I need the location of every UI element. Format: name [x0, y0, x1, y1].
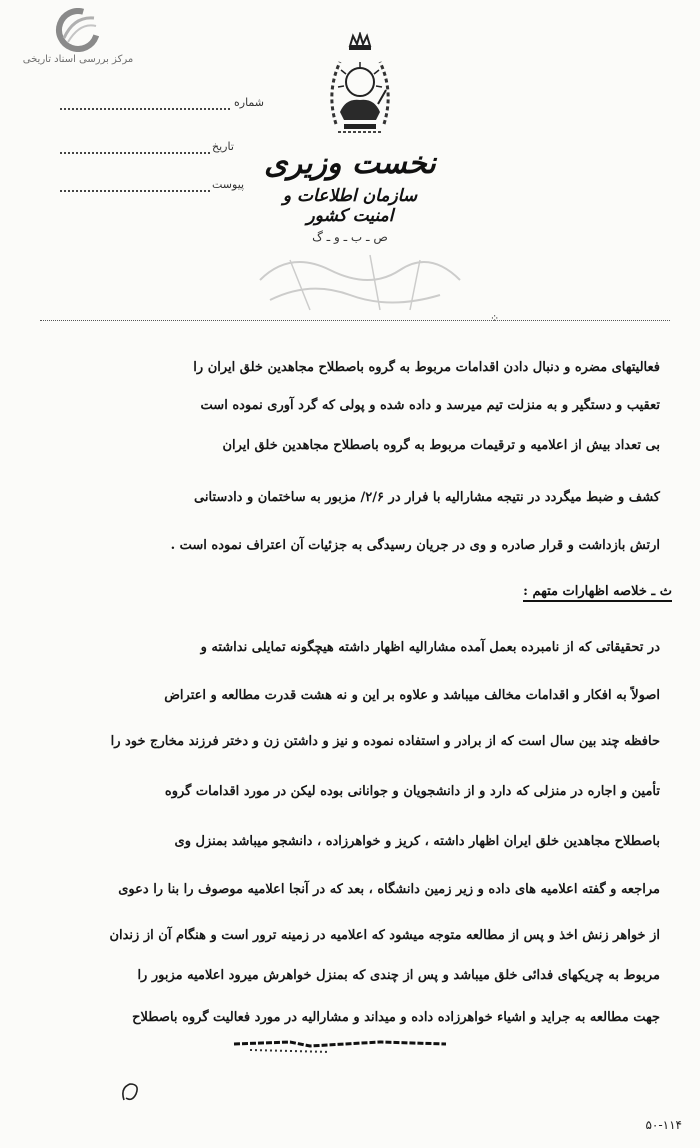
statement-line: از خواهر زنش اخذ و پس از مطالعه متوجه میشود که اعلامیه در زمینه ترور است و هنگام آن از زندان — [109, 928, 660, 943]
statement-line: جهت مطالعه به جراید و اشیاء خواهرزاده داده و میداند و مشارالیه در مورد فعالیت گروه باصطلاح — [132, 1010, 660, 1025]
statement-line: اصولاً به افکار و اقدامات مخالف میباشد و علاوه بر این و نه هشت قدرت مطالعه و اعتراض — [164, 688, 660, 703]
paragraph-line: ارتش بازداشت و قرار صادره و وی در جریان رسیدگی به جزئیات آن اعتراف نموده است . — [170, 538, 660, 553]
watermark-text: مرکز بررسی اسناد تاریخی — [22, 54, 134, 65]
header-divider — [40, 320, 670, 321]
statement-line: باصطلاح مجاهدین خلق ایران اظهار داشته ، کریز و خواهرزاده ، دانشجو میباشد بمنزل وی — [174, 834, 660, 849]
date-label: تاریخ — [212, 140, 234, 153]
paragraph-line: تعقیب و دستگیر و به منزلت تیم میرسد و داده شده و پولی که گرد آوری نموده است — [200, 398, 660, 413]
letterhead-title: نخست وزیری — [264, 146, 436, 181]
lion-and-sun-emblem-icon — [322, 32, 398, 142]
document-number: ۵۰-۱۱۴ — [645, 1118, 682, 1132]
archive-center-logo-icon — [50, 8, 106, 52]
statement-line: در تحقیقاتی که از نامبرده بعمل آمده مشارالیه اظهار داشته هیچگونه تمایلی نداشته و — [200, 640, 660, 655]
handwritten-loop-mark — [118, 1080, 142, 1104]
statement-line: حافظه چند بین سال است که از برادر و استفاده نموده و نیز و داشتن زن و دختر فرزند مخارج خود را — [110, 734, 660, 749]
number-label: شماره — [234, 96, 265, 109]
statement-line: تأمین و اجاره در منزلی که دارد و از دانشجویان و جوانانی بوده لیکن در مورد اقدامات گروه — [164, 784, 660, 799]
statement-line: مراجعه و گفته اعلامیه های داده و زیر زمین دانشگاه ، بعد که در آنجا اعلامیه موصوف را بنا را دعوی — [118, 882, 660, 897]
section-heading: ث ـ خلاصه اظهارات متهم : — [523, 584, 672, 602]
letterhead-subtitle: ص ـ ب ـ و ـ گ — [312, 229, 388, 244]
date-field-line — [60, 152, 210, 154]
page-mark: ⁘ — [490, 312, 500, 325]
faint-stamp-mark — [250, 240, 470, 320]
letterhead — [260, 148, 440, 244]
archive-watermark — [8, 8, 148, 65]
signature-scribble — [230, 1030, 450, 1058]
letterhead-organization: سازمان اطلاعات و امنیت کشور — [282, 185, 418, 226]
attachment-label: پیوست — [212, 178, 245, 191]
paragraph-line: فعالیتهای مضره و دنبال دادن اقدامات مربوط به گروه باصطلاح مجاهدین خلق ایران را — [193, 360, 660, 375]
attachment-field-line — [60, 190, 210, 192]
paragraph-line: بی تعداد بیش از اعلامیه و ترقیمات مربوط به گروه باصطلاح مجاهدین خلق ایران — [222, 438, 660, 453]
statement-line: مربوط به چریکهای فدائی خلق میباشد و پس از چندی که بمنزل خواهرش میرود اعلامیه مزبور را — [137, 968, 660, 983]
paragraph-line: کشف و ضبط میگردد در نتیجه مشارالیه با فرار در ۲/۶/ مزبور به ساختمان و دادستانی — [194, 490, 660, 505]
number-field-line — [60, 108, 230, 110]
